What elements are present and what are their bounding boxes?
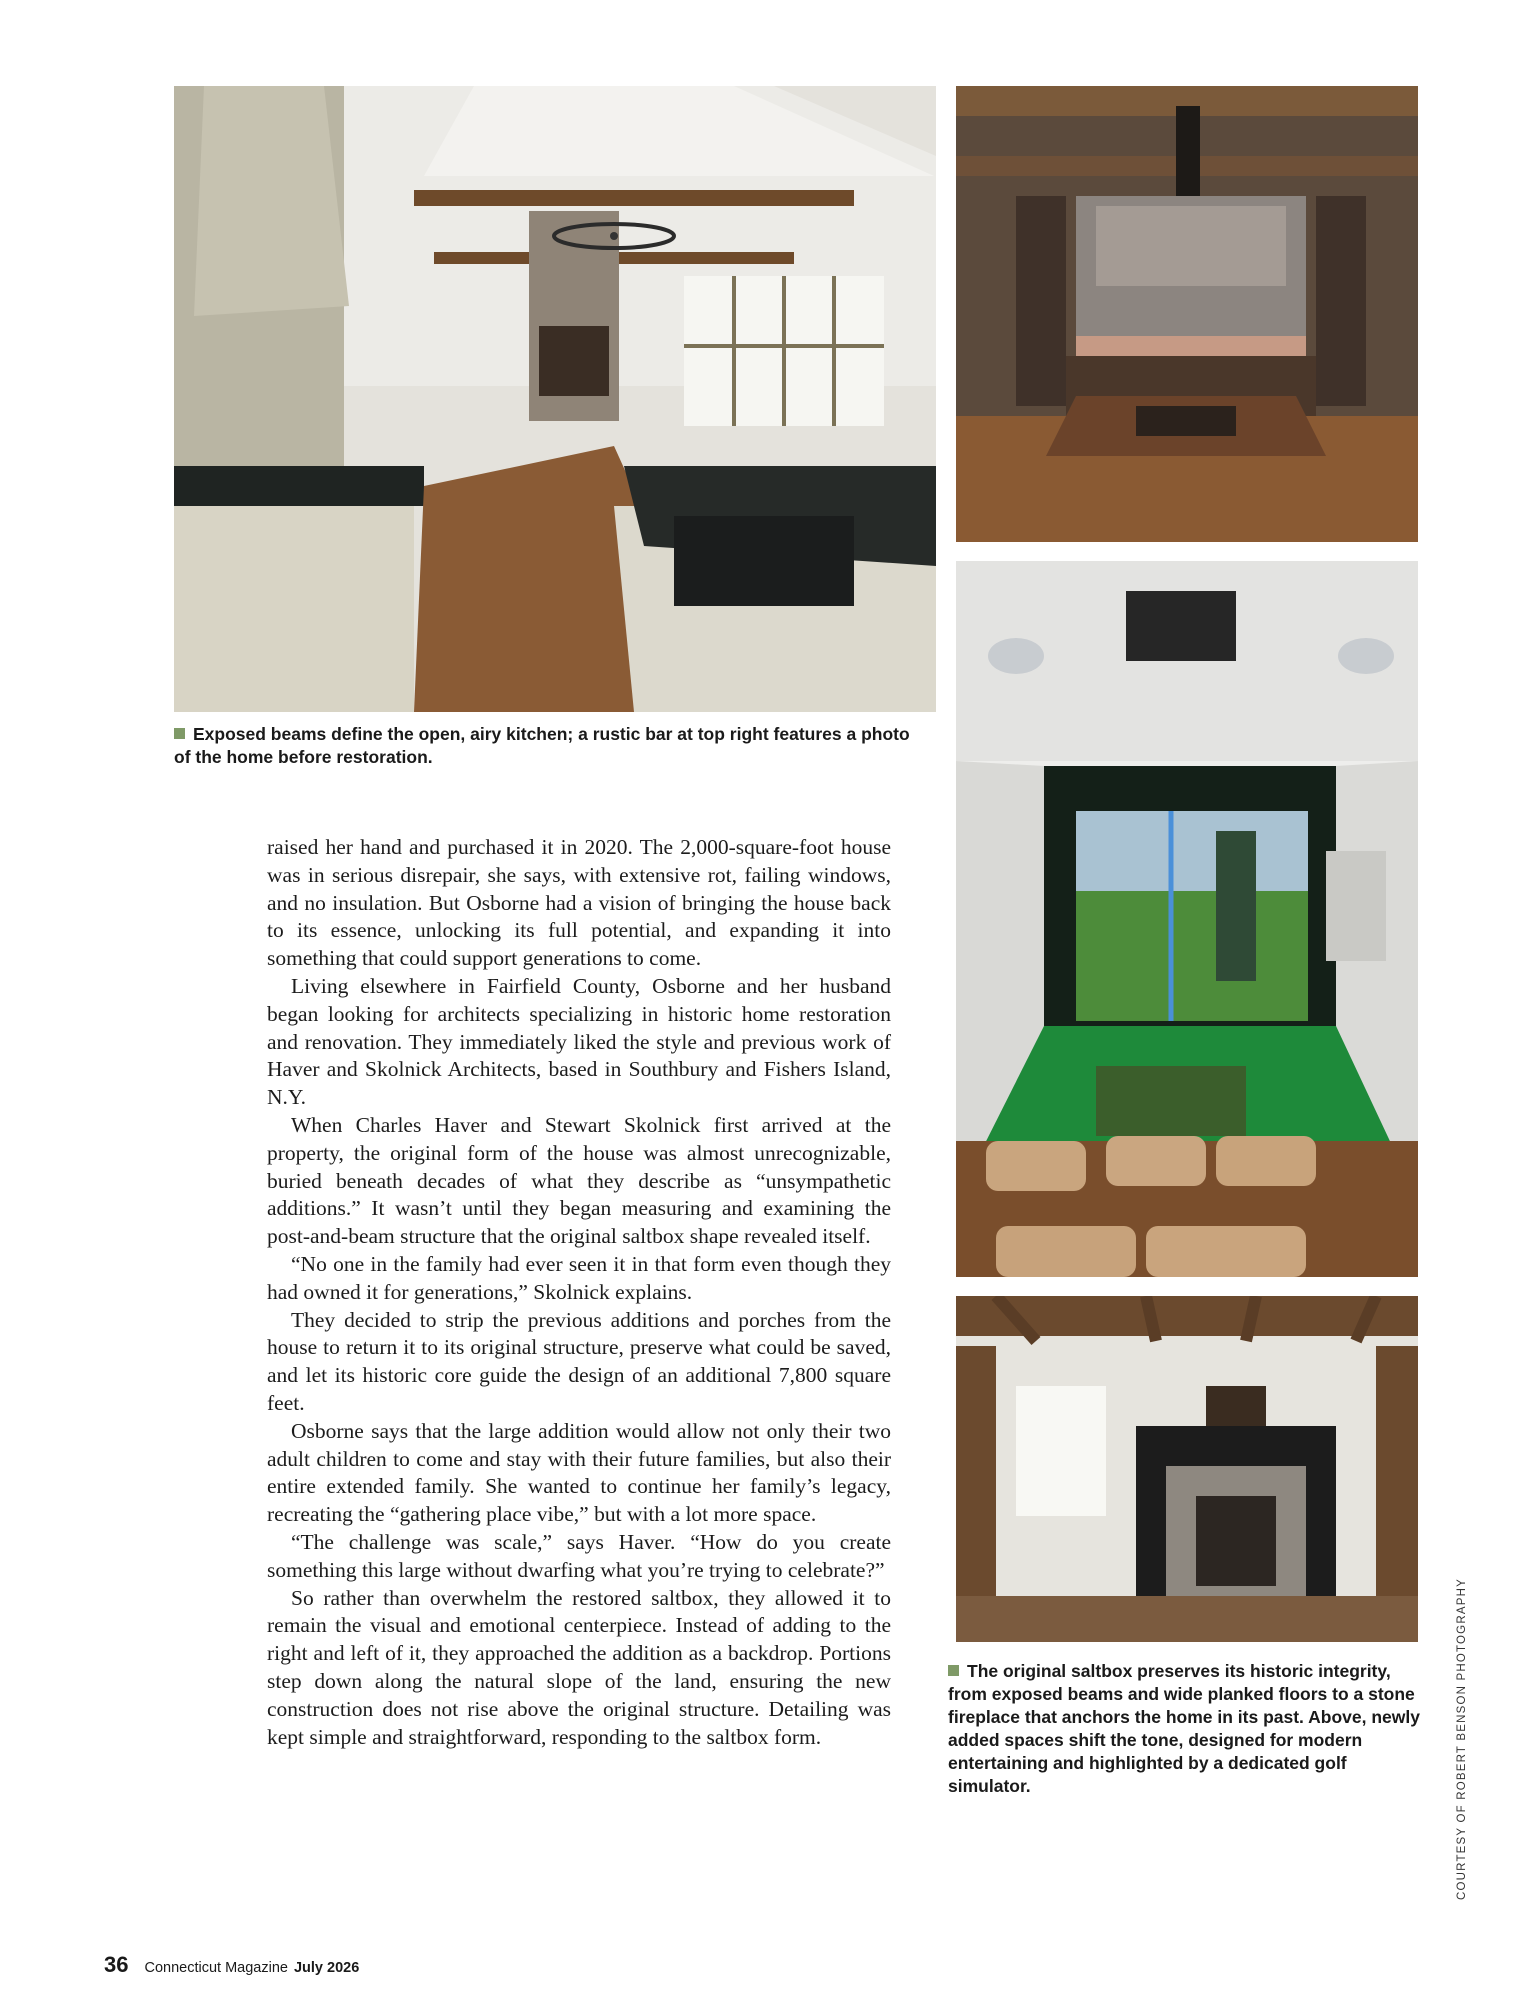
paragraph: Osborne says that the large addition would allow not only their two adult children to come and stay with their future families, but also their entire extended family. She wanted to continue her family’s legacy, recreating the “gathering place vibe,” but with a lot more space.: [267, 1418, 891, 1527]
photo-credit: COURTESY OF ROBERT BENSON PHOTOGRAPHY: [1456, 1578, 1468, 1900]
caption-bullet-icon: [948, 1665, 959, 1676]
page-footer: [104, 1952, 359, 1978]
golf-simulator-photo: [956, 561, 1418, 1277]
bar-photo: [956, 86, 1418, 542]
paragraph: They decided to strip the previous additions and porches from the house to return it to its original structure, preserve what could be saved, and let its historic core guide the design of an additional 7,800 square feet.: [267, 1307, 891, 1415]
kitchen-caption-text: Exposed beams define the open, airy kitchen; a rustic bar at top right features a photo of the home before restoration.: [174, 724, 910, 767]
paragraph: “No one in the family had ever seen it in that form even though they had owned it for generations,” Skolnick explains.: [267, 1251, 891, 1304]
kitchen-photo: [174, 86, 936, 712]
article-body: [267, 834, 891, 1751]
fireplace-caption-text: The original saltbox preserves its historic integrity, from exposed beams and wide planked floors to a stone fireplace that anchors the home in its past. Above, newly added spaces shift the tone, designed for modern entertaining and highlighted by a dedicated golf simulator.: [948, 1661, 1420, 1796]
kitchen-caption: [174, 723, 914, 769]
fireplace-photo: [956, 1296, 1418, 1642]
paragraph: raised her hand and purchased it in 2020. The 2,000-square-foot house was in serious disrepair, she says, with extensive rot, failing windows, and no insulation. But Osborne had a vision of bringing the house back to its essence, unlocking its full potential, and expanding it into something that could support generations to come.: [267, 835, 891, 971]
paragraph: So rather than overwhelm the restored saltbox, they allowed it to remain the visual and emotional centerpiece. Instead of adding to the right and left of it, they approached the addition as a backdrop. Portions step down along the natural slope of the land, ensuring the new construction does not rise above the original structure. Detailing was kept simple and straightforward, responding to the saltbox form.: [267, 1585, 891, 1749]
paragraph: “The challenge was scale,” says Haver. “How do you create something this large without dwarfing what you’re trying to celebrate?”: [267, 1529, 891, 1582]
caption-bullet-icon: [174, 728, 185, 739]
issue-date: July 2026: [293, 1960, 360, 1976]
fireplace-caption: [948, 1660, 1420, 1798]
paragraph: Living elsewhere in Fairfield County, Osborne and her husband began looking for architects specializing in historic home restoration and renovation. They immediately liked the style and previous work of Haver and Skolnick Architects, based in Southbury and Fishers Island, N.Y.: [267, 973, 891, 1110]
magazine-name: Connecticut Magazine: [144, 1960, 288, 1976]
paragraph: When Charles Haver and Stewart Skolnick first arrived at the property, the original form of the house was almost unrecognizable, buried beneath decades of what they describe as “unsympathetic additions.” It wasn’t until they began measuring and examining the post-and-beam structure that the original saltbox shape revealed itself.: [267, 1112, 891, 1249]
page-number: 36: [104, 1952, 129, 1977]
